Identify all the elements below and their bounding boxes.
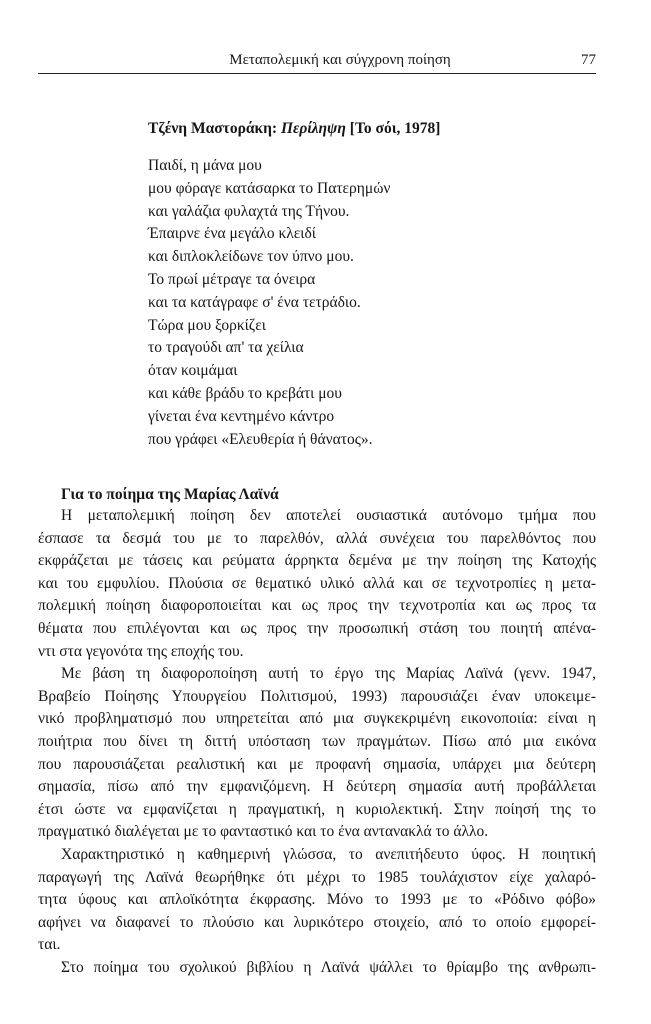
- poem-line: το τραγούδι απ' τα χείλια: [148, 339, 304, 357]
- text-line: αφήνει να διαφανεί το πλούσιο και λυρικότερο στοιχείο, από το οποίο εμφορεί-: [38, 913, 596, 931]
- text-line: πραγματικό διαλέγεται με το φανταστικό και το ένα αντανακλά το άλλο.: [38, 823, 489, 841]
- text-line: Η μεταπολεμική ποίηση δεν αποτελεί ουσιαστικά αυτόνομο τμήμα που: [61, 507, 596, 524]
- text-line: παραγωγή της Λαϊνά θεωρήθηκε ότι μέχρι το 1985 τουλάχιστον είχε χαλαρό-: [38, 868, 596, 886]
- text-line: ποιήτρια που δίνει τη διττή υπόσταση των πραγμάτων. Πίσω από μια εικόνα: [38, 732, 596, 750]
- text-line: νικό προβληματισμό που υπηρετείται από μια συγκεκριμένη εικονοποιία: είναι η: [38, 710, 596, 728]
- text-line: πολεμική ποίηση διαφοροποιείται και ως προς την τεχνοτροπία και ως προς τα: [38, 597, 596, 615]
- poem-heading: [148, 118, 440, 140]
- text-line: έτσι ώστε να εμφανίζεται η πραγματική, η κυριολεκτική. Στην ποίησή της το: [38, 800, 596, 818]
- text-line: Χαρακτηριστικό η καθημερινή γλώσσα, το ανεπιτήδευτο ύφος. Η ποιητική: [61, 845, 596, 863]
- poem-author: Τζένη Μαστοράκη:: [148, 120, 278, 137]
- commentary-text: [38, 505, 596, 979]
- text-line: Βραβείο Ποίησης Υπουργείου Πολιτισμού, 1993) παρουσιάζει έναν υποκειμε-: [38, 687, 596, 705]
- running-header: [38, 49, 596, 74]
- poem-line: όταν κοιμάμαι: [148, 362, 238, 380]
- section-title: Για το ποίημα της Μαρίας Λαϊνά: [61, 486, 279, 503]
- text-line: θέματα που επιλέγονται και ως προς την προσωπική στάση του ποιητή απένα-: [38, 619, 596, 637]
- text-line: σημασία, πίσω από την εμφανιζόμενη. Η δεύτερη σημασία αυτή προβάλλεται: [38, 778, 596, 796]
- poem-line: γίνεται ένα κεντημένο κάντρο: [148, 407, 335, 425]
- text-line: έσπασε τα δεσμά του με το παρελθόν, αλλά συνέχεια του παρελθόντος που: [38, 529, 596, 547]
- text-line: Στο ποίημα του σχολικού βιβλίου η Λαϊνά ψάλλει το θρίαμβο της ανθρωπι-: [61, 958, 596, 976]
- poem-text: [148, 155, 390, 451]
- poem-line: και γαλάζια φυλαχτά της Τήνου.: [148, 202, 350, 220]
- poem-line: που γράφει «Ελευθερία ή θάνατος».: [148, 430, 373, 448]
- text-line: τητα ύφους και απλοϊκότητα έκφρασης. Μόνο το 1993 με το «Ρόδινο φόβο»: [38, 891, 596, 909]
- poem-line: μου φόραγε κατάσαρκα το Πατερημών: [148, 179, 391, 197]
- poem-title: Περίληψη: [280, 120, 346, 137]
- page-number: 77: [581, 52, 596, 68]
- running-title: Μεταπολεμική και σύγχρονη ποίηση: [229, 52, 451, 68]
- text-line: Με βάση τη διαφοροποίηση αυτή το έργο της Μαρίας Λαϊνά (γενν. 1947,: [61, 665, 596, 683]
- poem-source: [Το σόι, 1978]: [349, 120, 441, 137]
- poem-line: Το πρωί μέτραγε τα όνειρα: [148, 270, 316, 288]
- text-line: ται.: [38, 936, 61, 954]
- text-line: και του εμφυλίου. Πλούσια σε θεματικό υλικό αλλά και σε τεχνοτροπίες η μετα-: [38, 574, 596, 592]
- text-line: που παρουσιάζεται ρεαλιστική και με προφανή σημασία, υπάρχει μια δεύτερη: [38, 755, 596, 773]
- poem-line: Έπαιρνε ένα μεγάλο κλειδί: [148, 225, 316, 243]
- text-line: ντι στα γεγονότα της εποχής του.: [38, 642, 244, 660]
- poem-line: Τώρα μου ξορκίζει: [148, 316, 266, 334]
- poem-line: και τα κατάγραφε σ' ένα τετράδιο.: [148, 293, 361, 311]
- text-line: εκφράζεται με τάσεις και ρεύματα άρρηκτα δεμένα με την ποίηση της Κατοχής: [38, 552, 596, 570]
- poem-line: και κάθε βράδυ το κρεβάτι μου: [148, 384, 342, 402]
- poem-line: και διπλοκλείδωνε τον ύπνο μου.: [148, 248, 354, 266]
- poem-line: Παιδί, η μάνα μου: [148, 157, 262, 174]
